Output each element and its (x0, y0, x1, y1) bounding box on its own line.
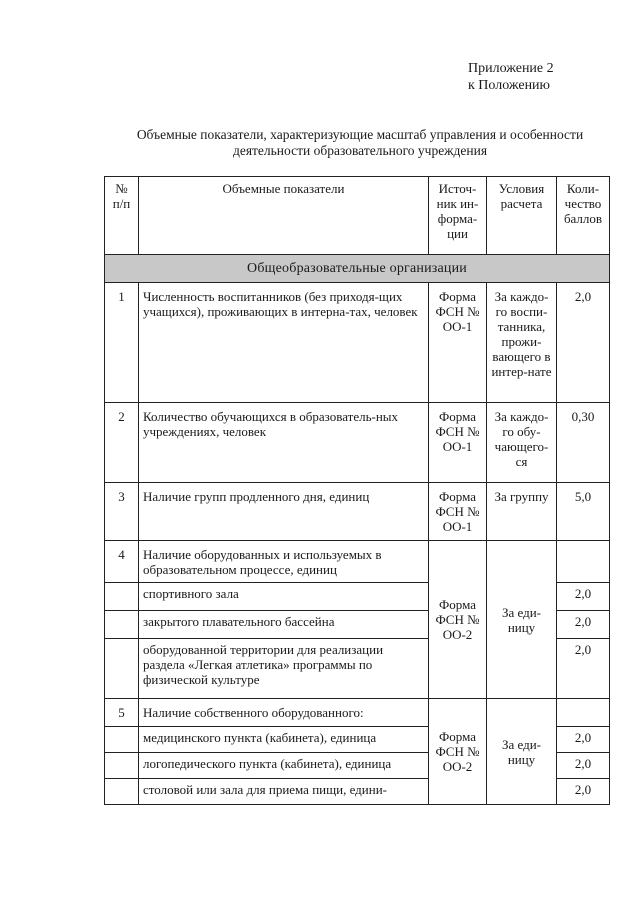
row-num: 2 (105, 403, 139, 483)
row-num: 5 (105, 699, 139, 727)
subrow-label: оборудованной территории для реализации раздела «Легкая атлетика» программы по физической культуре (139, 639, 429, 699)
row-points: 5,0 (557, 483, 610, 541)
subrow-num-empty (105, 639, 139, 699)
row-points-empty (557, 541, 610, 583)
appendix-label (468, 60, 554, 94)
row-indicator: Численность воспитанников (без приходя-щих учащихся), проживающих в интерна-тах, человек (139, 283, 429, 403)
row-source: Форма ФСН № ОО-1 (429, 483, 487, 541)
header-condition: Условия расчета (487, 177, 557, 255)
row-points-empty (557, 699, 610, 727)
row-num: 1 (105, 283, 139, 403)
row-indicator: Наличие оборудованных и используемых в образовательном процессе, единиц (139, 541, 429, 583)
table-row (105, 699, 610, 727)
subrow-label: логопедического пункта (кабинета), единица (139, 753, 429, 779)
appendix-line-1: Приложение 2 (468, 61, 554, 76)
table-row (105, 541, 610, 583)
row-source: Форма ФСН № ОО-1 (429, 403, 487, 483)
table-row (105, 403, 610, 483)
row-condition: За группу (487, 483, 557, 541)
subrow-label: медицинского пункта (кабинета), единица (139, 727, 429, 753)
section-row (105, 255, 610, 283)
subrow-label: спортивного зала (139, 583, 429, 611)
row-points: 0,30 (557, 403, 610, 483)
header-points: Коли-чество баллов (557, 177, 610, 255)
table-row (105, 283, 610, 403)
row-indicator: Наличие групп продленного дня, единиц (139, 483, 429, 541)
subrow-num-empty (105, 583, 139, 611)
subrow-points: 2,0 (557, 779, 610, 805)
row-indicator: Наличие собственного оборудованного: (139, 699, 429, 727)
title-line-2: деятельности образовательного учреждения (232, 143, 488, 158)
subrow-num-empty (105, 611, 139, 639)
subrow-points: 2,0 (557, 727, 610, 753)
title-line-1: Объемные показатели, характеризующие масштаб управления и особенности (136, 127, 584, 142)
row-condition: За еди-ницу (487, 699, 557, 805)
document-title (95, 127, 625, 159)
header-indicator: Объемные показатели (139, 177, 429, 255)
row-indicator: Количество обучающихся в образователь-ных учреждениях, человек (139, 403, 429, 483)
header-num: № п/п (105, 177, 139, 255)
row-source: Форма ФСН № ОО-1 (429, 283, 487, 403)
subrow-points: 2,0 (557, 753, 610, 779)
subrow-num-empty (105, 727, 139, 753)
subrow-num-empty (105, 779, 139, 805)
row-condition: За еди-ницу (487, 541, 557, 699)
appendix-line-2: к Положению (468, 78, 551, 93)
table-row (105, 483, 610, 541)
subrow-num-empty (105, 753, 139, 779)
subrow-label: закрытого плавательного бассейна (139, 611, 429, 639)
subrow-label: столовой или зала для приема пищи, едини- (139, 779, 429, 805)
row-source: Форма ФСН № ОО-2 (429, 699, 487, 805)
row-num: 4 (105, 541, 139, 583)
subrow-points: 2,0 (557, 639, 610, 699)
row-condition: За каждо-го воспи-танника, прожи-вающего в интер-нате (487, 283, 557, 403)
section-title: Общеобразовательные организации (105, 255, 610, 283)
header-source: Источ-ник ин-форма-ции (429, 177, 487, 255)
table-header-row (105, 177, 610, 255)
row-points: 2,0 (557, 283, 610, 403)
row-source: Форма ФСН № ОО-2 (429, 541, 487, 699)
row-condition: За каждо-го обу-чающего-ся (487, 403, 557, 483)
subrow-points: 2,0 (557, 583, 610, 611)
row-num: 3 (105, 483, 139, 541)
subrow-points: 2,0 (557, 611, 610, 639)
indicators-table (104, 176, 610, 805)
